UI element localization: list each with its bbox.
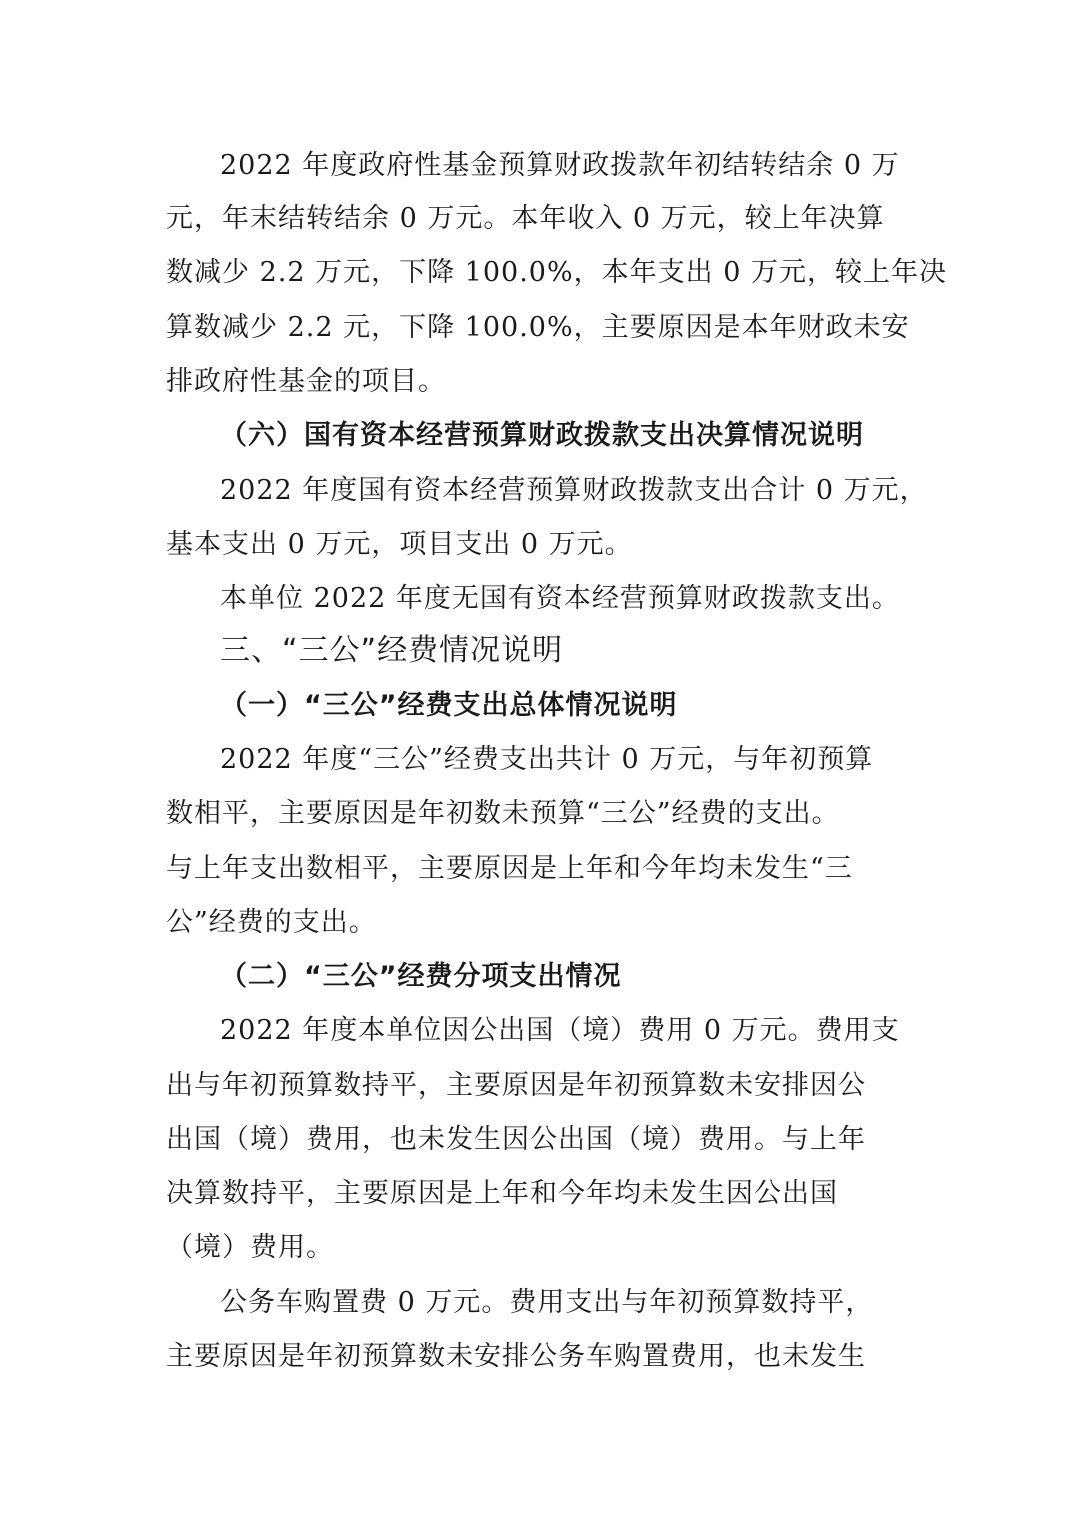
paragraph-state-capital-line-1: 2022 年度国有资本经营预算财政拨款支出合计 0 万元， xyxy=(220,475,928,506)
paragraph-gov-fund-line-1: 2022 年度政府性基金预算财政拨款年初结转结余 0 万 xyxy=(220,150,900,181)
paragraph-gov-fund-line-2: 元，年末结转结余 0 万元。本年收入 0 万元，较上年决算 xyxy=(166,203,885,234)
heading-three-public-itemized: （二）“三公”经费分项支出情况 xyxy=(220,961,622,992)
paragraph-gov-fund-line-5: 排政府性基金的项目。 xyxy=(166,366,446,397)
paragraph-gov-fund-line-3: 数减少 2.2 万元，下降 100.0%，本年支出 0 万元，较上年决 xyxy=(166,257,947,288)
paragraph-overall-line-4: 公”经费的支出。 xyxy=(166,907,377,938)
paragraph-vehicle-line-1: 公务车购置费 0 万元。费用支出与年初预算数持平， xyxy=(220,1287,874,1318)
paragraph-gov-fund-line-4: 算数减少 2.2 元，下降 100.0%，主要原因是本年财政未安 xyxy=(166,312,910,343)
paragraph-state-capital-note: 本单位 2022 年度无国有资本经营预算财政拨款支出。 xyxy=(220,583,900,614)
heading-three-public-overall: （一）“三公”经费支出总体情况说明 xyxy=(220,690,678,721)
paragraph-abroad-line-5: （境）费用。 xyxy=(166,1232,334,1263)
heading-section-three-public: 三、“三公”经费情况说明 xyxy=(220,633,564,668)
paragraph-overall-line-2: 数相平，主要原因是年初数未预算“三公”经费的支出。 xyxy=(166,798,840,829)
paragraph-abroad-line-3: 出国（境）费用，也未发生因公出国（境）费用。与上年 xyxy=(166,1124,866,1155)
paragraph-overall-line-3: 与上年支出数相平，主要原因是上年和今年均未发生“三 xyxy=(166,853,853,884)
heading-state-capital: （六）国有资本经营预算财政拨款支出决算情况说明 xyxy=(220,420,864,451)
paragraph-state-capital-line-2: 基本支出 0 万元，项目支出 0 万元。 xyxy=(166,529,633,560)
paragraph-vehicle-line-2: 主要原因是年初预算数未安排公务车购置费用，也未发生 xyxy=(166,1341,866,1372)
paragraph-abroad-line-4: 决算数持平，主要原因是上年和今年均未发生因公出国 xyxy=(166,1178,838,1209)
paragraph-abroad-line-1: 2022 年度本单位因公出国（境）费用 0 万元。费用支 xyxy=(220,1015,900,1046)
paragraph-overall-line-1: 2022 年度“三公”经费支出共计 0 万元，与年初预算 xyxy=(220,744,874,775)
paragraph-abroad-line-2: 出与年初预算数持平，主要原因是年初预算数未安排因公 xyxy=(166,1070,866,1101)
